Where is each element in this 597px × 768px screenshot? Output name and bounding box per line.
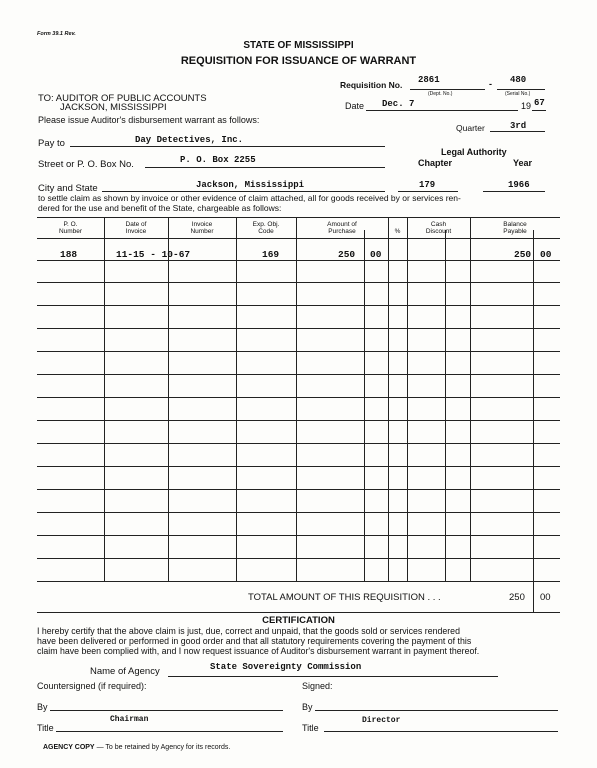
col-header-percent: % bbox=[394, 228, 401, 235]
by-label-left: By bbox=[37, 702, 48, 712]
requisition-dash: - bbox=[489, 79, 492, 89]
chapter-value: 179 bbox=[419, 180, 436, 190]
date-value: Dec. 7 bbox=[382, 99, 415, 109]
title-value-left: Chairman bbox=[110, 715, 149, 724]
total-cents: 00 bbox=[540, 592, 551, 603]
year-label: Year bbox=[513, 158, 533, 168]
year-suffix: 67 bbox=[534, 98, 545, 108]
cell-amount-dollars: 250 bbox=[338, 249, 356, 260]
street-label: Street or P. O. Box No. bbox=[38, 159, 134, 170]
form-number: Form 39.1 Rev. bbox=[37, 31, 76, 37]
agency-value: State Sovereignty Commission bbox=[210, 662, 362, 672]
settle-text-line2: dered for the use and benefit of the State, chargeable as follows: bbox=[38, 203, 282, 213]
agency-label: Name of Agency bbox=[90, 666, 160, 677]
requisition-label: Requisition No. bbox=[340, 80, 403, 90]
countersigned-label: Countersigned (if required): bbox=[37, 681, 147, 691]
dept-no-caption: (Dept. No.) bbox=[428, 91, 453, 97]
cell-po: 188 bbox=[60, 249, 78, 260]
certification-line2: have been delivered or performed in good order and that all statutory requirements covering the payment of this bbox=[37, 636, 472, 646]
col-header-discount: Cash Discount bbox=[425, 221, 452, 235]
pay-to-value: Day Detectives, Inc. bbox=[135, 135, 244, 145]
col-header-po: P. O. Number bbox=[58, 221, 83, 235]
certification-line1: I hereby certify that the above claim is just, due, correct and unpaid, that the goods sold or services rendered bbox=[37, 626, 460, 636]
cell-balance-cents: 00 bbox=[540, 249, 552, 260]
city-label: City and State bbox=[38, 183, 98, 194]
serial-no-caption: (Serial No.) bbox=[505, 91, 531, 97]
total-dollars: 250 bbox=[509, 592, 525, 603]
cell-amount-cents: 00 bbox=[370, 249, 382, 260]
title-value-right: Director bbox=[362, 716, 401, 725]
pay-to-label: Pay to bbox=[38, 138, 65, 149]
legal-year-value: 1966 bbox=[508, 180, 530, 190]
street-value: P. O. Box 2255 bbox=[180, 155, 256, 165]
col-header-exp-code: Exp. Obj. Code bbox=[252, 221, 280, 235]
col-header-balance: Balance Payable bbox=[503, 221, 527, 235]
footer bbox=[43, 744, 230, 751]
serial-no-value: 480 bbox=[510, 75, 527, 85]
certification-heading: CERTIFICATION bbox=[262, 615, 335, 626]
state-heading: STATE OF MISSISSIPPI bbox=[243, 40, 354, 51]
col-header-invoice-date: Date of Invoice bbox=[125, 221, 147, 235]
quarter-label: Quarter bbox=[456, 123, 485, 133]
instruction-text: Please issue Auditor's disbursement warrant as follows: bbox=[38, 115, 260, 125]
title-label-left: Title bbox=[37, 723, 54, 733]
col-header-invoice-number: Invoice Number bbox=[190, 221, 214, 235]
dept-no-value: 2861 bbox=[418, 75, 440, 85]
date-label: Date bbox=[345, 101, 365, 111]
by-label-right: By bbox=[302, 702, 313, 712]
certification-line3: claim have been complied with, and I now request issuance of Auditor's disbursement warrant in payment thereof. bbox=[37, 646, 480, 656]
agency-copy-note: — To be retained by Agency for its records. bbox=[96, 744, 231, 751]
cell-exp-code: 169 bbox=[262, 249, 280, 260]
addressee-line1: TO: AUDITOR OF PUBLIC ACCOUNTS bbox=[38, 93, 207, 104]
addressee-line2: JACKSON, MISSISSIPPI bbox=[60, 102, 167, 113]
year-prefix: 19 bbox=[521, 101, 532, 111]
chapter-label: Chapter bbox=[418, 158, 453, 168]
form-title: REQUISITION FOR ISSUANCE OF WARRANT bbox=[180, 55, 417, 67]
cell-balance-dollars: 250 bbox=[514, 249, 532, 260]
legal-authority-label: Legal Authority bbox=[441, 147, 507, 157]
col-header-amount: Amount of Purchase bbox=[327, 221, 357, 235]
city-value: Jackson, Mississippi bbox=[196, 180, 305, 190]
settle-text-line1: to settle claim as shown by invoice or other evidence of claim attached, all for goods received by or services ren- bbox=[38, 193, 461, 203]
agency-copy-label: AGENCY COPY bbox=[43, 744, 95, 751]
quarter-value: 3rd bbox=[510, 121, 527, 131]
signed-label: Signed: bbox=[302, 681, 333, 691]
cell-invoice-date: 11-15 - 10-67 bbox=[116, 249, 191, 260]
title-label-right: Title bbox=[302, 723, 319, 733]
total-label: TOTAL AMOUNT OF THIS REQUISITION . . . bbox=[248, 592, 441, 603]
